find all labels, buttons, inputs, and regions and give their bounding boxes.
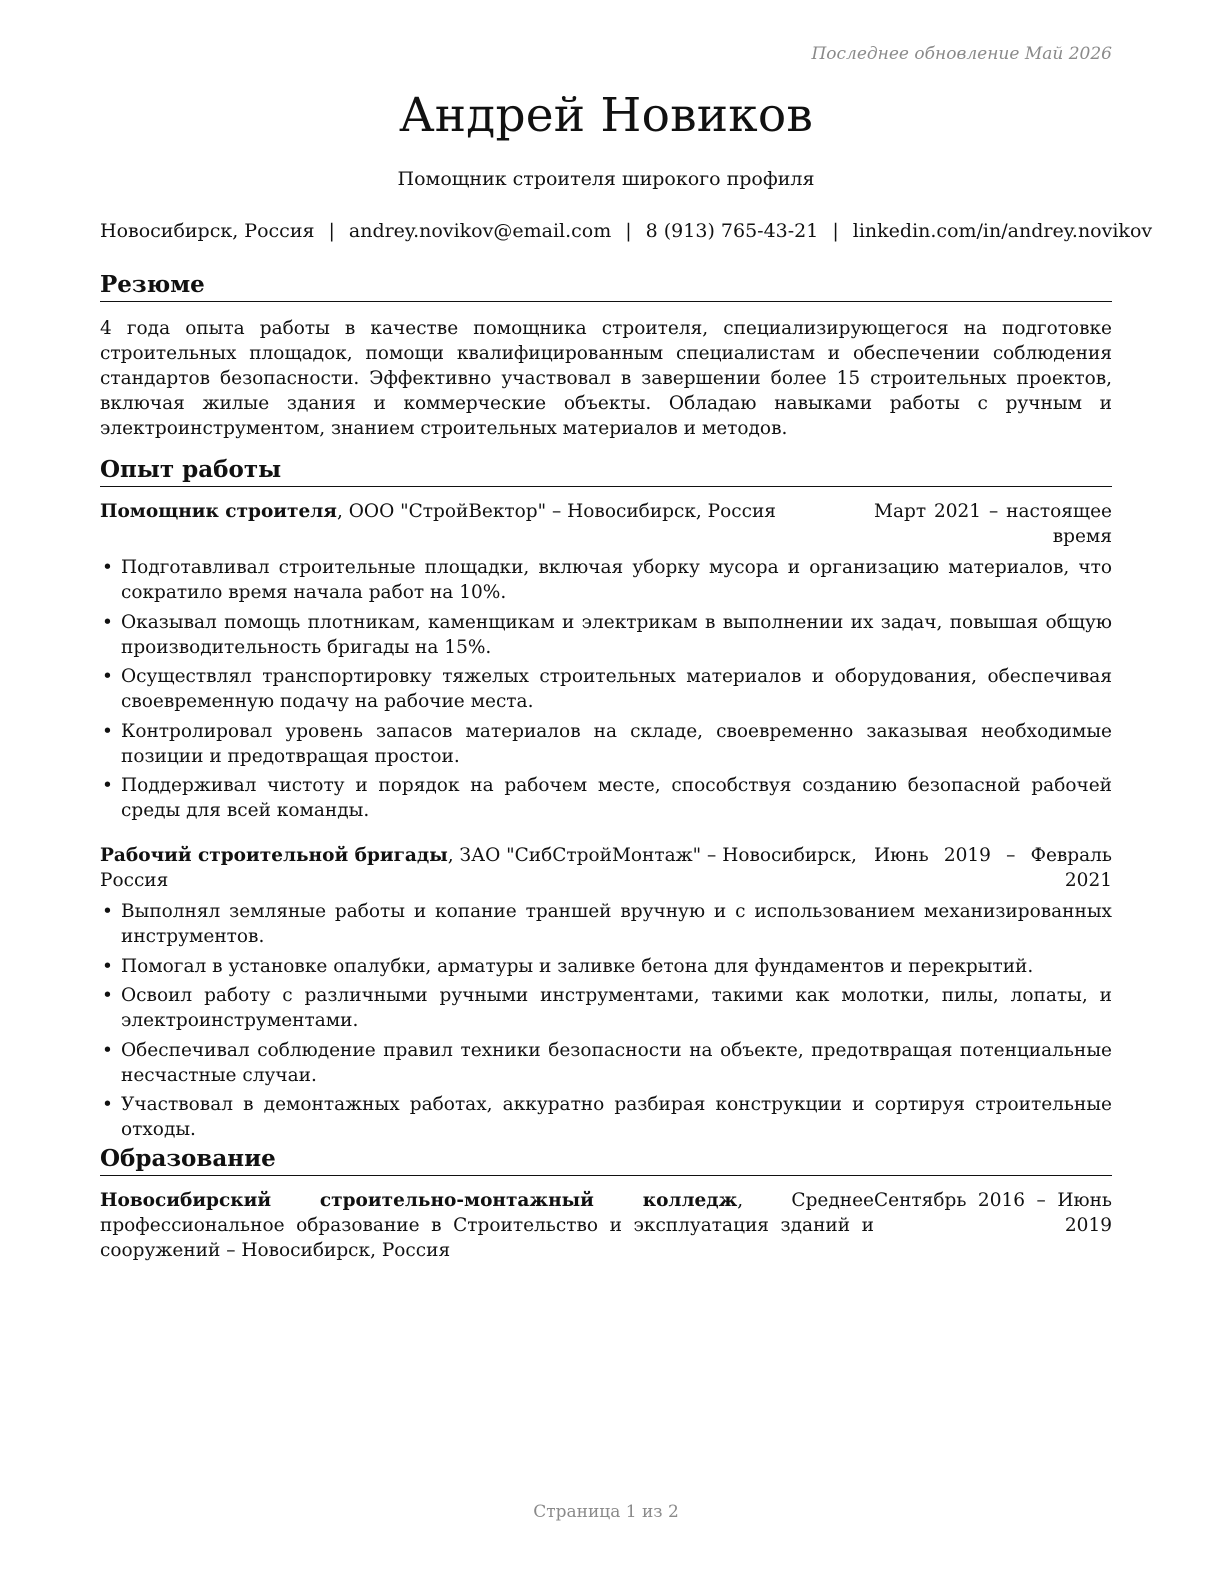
contact-line	[100, 220, 1153, 242]
job-dates: Июнь 2019 – Февраль 2021	[874, 845, 1112, 891]
job-role: Рабочий строительной бригады	[100, 845, 448, 866]
job-entry	[100, 499, 1112, 823]
bullet-icon: •	[102, 1094, 113, 1115]
job-bullets	[100, 899, 1112, 1142]
list-item: • Осуществлял транспортировку тяжелых строительных материалов и оборудования, обеспечивая своевременную подачу на рабочие места.	[102, 666, 1112, 712]
summary-section	[100, 271, 1112, 441]
education-details: , Среднее профессиональное образование в Строительство и эксплуатация зданий и сооружений – Новосибирск, Россия	[100, 1190, 874, 1261]
resume-page	[100, 0, 1153, 1584]
job-company: , ЗАО "СибСтройМонтаж" – Новосибирск, Россия	[100, 845, 857, 891]
bullet-icon: •	[102, 666, 113, 687]
person-name: Андрей Новиков	[398, 88, 814, 143]
list-item: • Контролировал уровень запасов материалов на складе, своевременно заказывая необходимые позиции и предотвращая простои.	[102, 720, 1112, 767]
list-item: • Поддерживал чистоту и порядок на рабочем месте, способствуя созданию безопасной рабочей среды для всей команды.	[102, 775, 1112, 821]
job-entry	[100, 843, 1112, 1142]
list-item: • Выполнял земляные работы и копание траншей вручную и с использованием механизированных инструментов.	[102, 901, 1112, 947]
contact-separator: |	[328, 220, 335, 242]
job-subtitle: Помощник строителя широкого профиля	[397, 168, 815, 190]
job-header	[100, 843, 1112, 893]
education-section	[100, 1145, 1112, 1263]
experience-title: Опыт работы	[100, 456, 1112, 487]
page-number: Страница 1 из 2	[533, 1502, 679, 1522]
job-company: , ООО "СтройВектор" – Новосибирск, Россия	[336, 501, 776, 522]
contact-separator: |	[625, 220, 632, 242]
bullet-icon: •	[102, 557, 113, 578]
school-name: Новосибирский строительно-монтажный колледж	[100, 1190, 738, 1211]
contact-phone: 8 (913) 765-43-21	[645, 220, 819, 242]
contact-email[interactable]: andrey.novikov@email.com	[348, 220, 612, 242]
education-title: Образование	[100, 1145, 1112, 1176]
list-item: • Освоил работу с различными ручными инструментами, такими как молотки, пилы, лопаты, и электроинструментами.	[102, 985, 1112, 1031]
experience-section	[100, 456, 1112, 1147]
job-bullets	[100, 555, 1112, 823]
job-header	[100, 499, 1112, 549]
summary-title: Резюме	[100, 271, 1112, 302]
education-entry	[100, 1188, 1112, 1263]
summary-text: 4 года опыта работы в качестве помощника строителя, специализирующегося на подготовке строительных площадок, помощи квалифицированным специалистам и обеспечении соблюдения стандартов безопасности. Эффективно участвовал в завершении более 15 строительных проектов, включая жилые здания и коммерческие объекты. Обладаю навыками работы с ручным и электроинструментом, знанием строительных материалов и методов.	[100, 318, 1112, 439]
contact-linkedin[interactable]: linkedin.com/in/andrey.novikov	[852, 220, 1153, 242]
bullet-icon: •	[102, 1039, 113, 1061]
contact-separator: |	[832, 220, 839, 242]
bullet-icon: •	[102, 901, 113, 922]
bullet-icon: •	[102, 611, 113, 633]
list-item: • Участвовал в демонтажных работах, аккуратно разбирая конструкции и сортируя строительные отходы.	[102, 1094, 1112, 1140]
list-item: • Обеспечивал соблюдение правил техники безопасности на объекте, предотвращая потенциальные несчастные случаи.	[102, 1039, 1112, 1086]
contact-location: Новосибирск, Россия	[100, 220, 315, 242]
last-updated: Последнее обновление Май 2026	[811, 44, 1112, 64]
list-item: • Помогал в установке опалубки, арматуры и заливке бетона для фундаментов и перекрытий.	[102, 955, 1034, 977]
bullet-icon: •	[102, 985, 113, 1006]
bullet-icon: •	[102, 955, 113, 977]
bullet-icon: •	[102, 720, 113, 742]
education-dates: Сентябрь 2016 – Июнь 2019	[874, 1190, 1112, 1236]
list-item: • Оказывал помощь плотникам, каменщикам и электрикам в выполнении их задач, повышая общую производительность бригады на 15%.	[102, 611, 1112, 658]
job-role: Помощник строителя	[100, 501, 337, 522]
list-item: • Подготавливал строительные площадки, включая уборку мусора и организацию материалов, что сократило время начала работ на 10%.	[102, 557, 1112, 603]
bullet-icon: •	[102, 775, 113, 796]
job-dates: Март 2021 – настоящее время	[874, 501, 1112, 547]
